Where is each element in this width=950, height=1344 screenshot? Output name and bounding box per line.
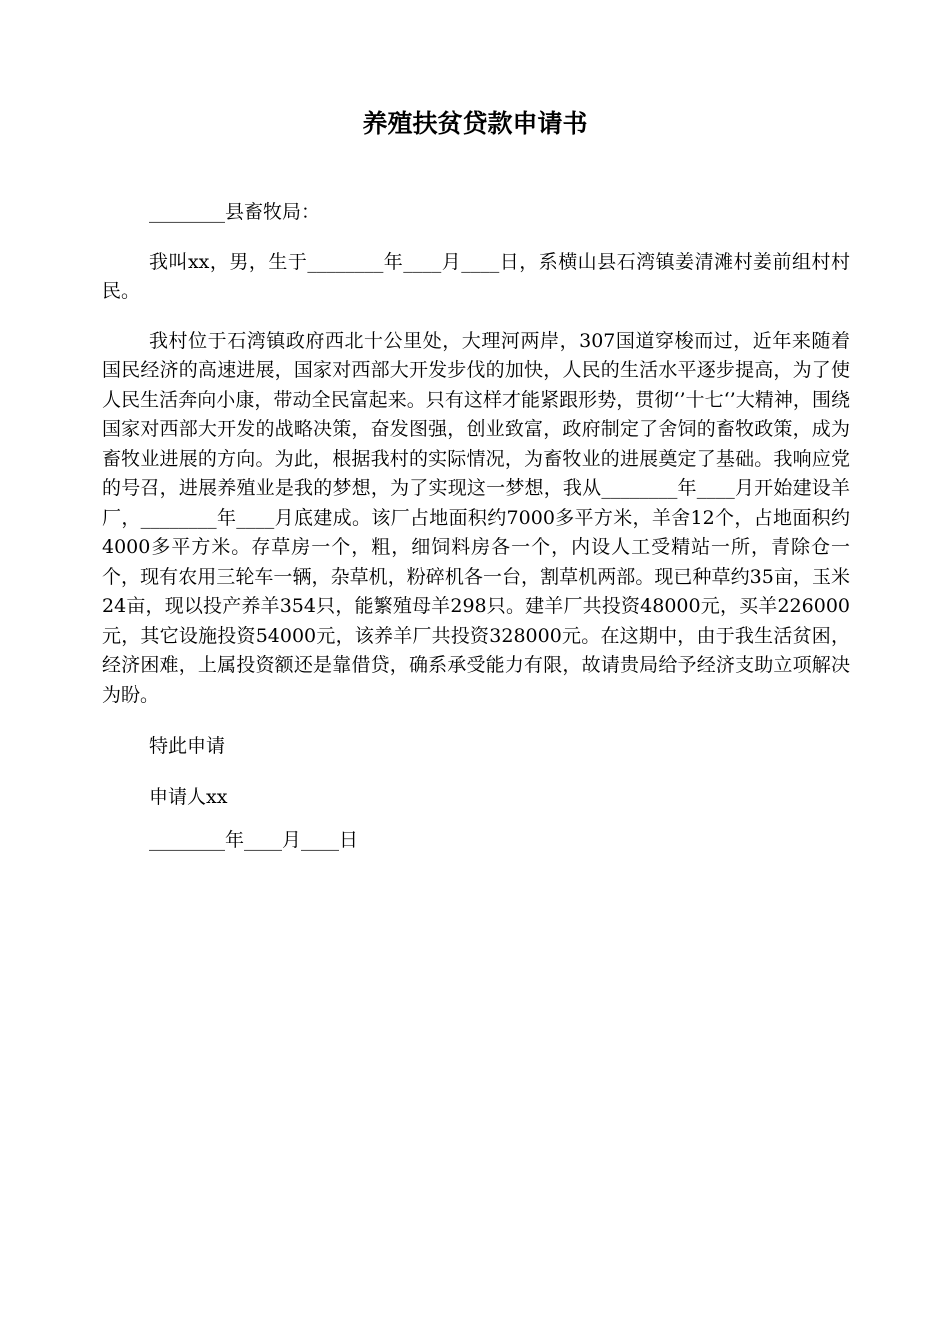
closing-text: 特此申请 <box>149 735 226 757</box>
document-body <box>102 198 850 856</box>
salutation: ________县畜牧局： <box>149 201 321 223</box>
applicant-signature: 申请人xx <box>149 785 228 808</box>
paragraph-intro: 我叫xx，男，生于________年____月____日，系横山县石湾镇姜清滩村姜前组村村民。 <box>102 250 850 302</box>
paragraph-main: 我村位于石湾镇政府西北十公里处，大理河两岸，307国道穿梭而过，近年来随着国民经济的高速进展，国家对西部大开发步伐的加快，人民的生活水平逐步提高，为了使人民生活奔向小康，带动全民富起来。只有这样才能紧跟形势，贯彻‘’十七‘’大精神，围绕国家对西部大开发的战略决策，奋发图强，创业致富，政府制定了舍饲的畜牧政策，成为畜牧业进展的方向。为此，根据我村的实际情况，为畜牧业的进展奠定了基础。我响应党的号召，进展养殖业是我的梦想，为了实现这一梦想，我从________年____月开始建设羊厂，________年____月底建成。该厂占地面积约7000多平方米，羊舍12个，占地面积约4000多平方米。存草房一个，粗，细饲料房各一个，内设人工受精站一所，青除仓一个，现有农用三轮车一辆，杂草机，粉碎机各一台，割草机两部。现已种草约35亩，玉米24亩，现以投产养羊354只，能繁殖母羊298只。建羊厂共投资48000元，买羊226000元，其它设施投资54000元，该养羊厂共投资328000元。在这期中，由于我生活贫困，经济困难，上属投资额还是靠借贷，确系承受能力有限，故请贵局给予经济支助立项解决为盼。 <box>102 329 850 706</box>
signature-date: ________年____月____日 <box>149 829 359 851</box>
document-title: 养殖扶贫贷款申请书 <box>362 109 588 138</box>
